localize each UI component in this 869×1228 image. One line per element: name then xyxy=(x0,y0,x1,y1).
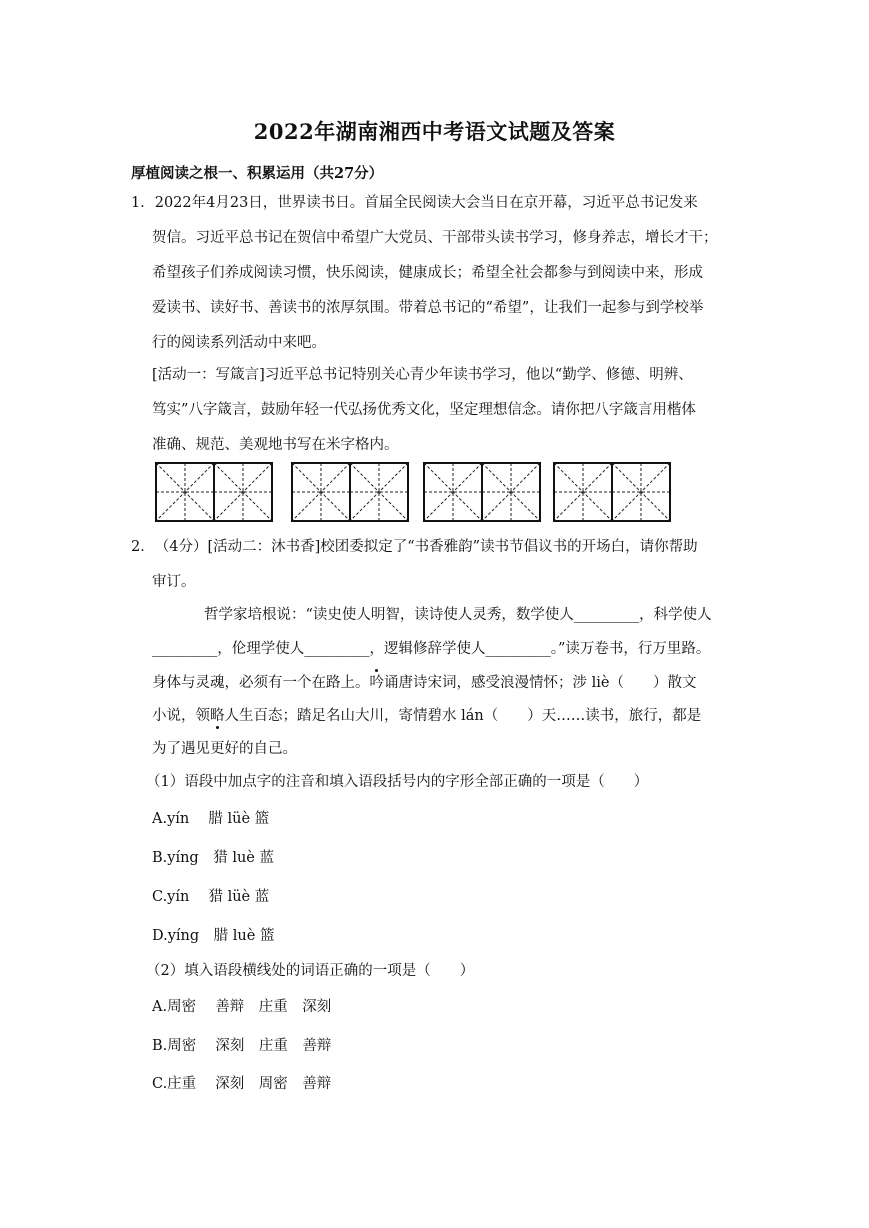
passage-text: 人生百态；踏足名山大川，寄情碧水 lán（ ）天……读书，旅行，都是 xyxy=(224,708,702,724)
page-title: 2022年湖南湘西中考语文试题及答案 xyxy=(253,119,616,144)
passage-line-5: 为了遇见更好的自己。 xyxy=(152,741,297,757)
activity-1-line-1: [活动一：写箴言]习近平总书记特别关心青少年读书学习，他以“勤学、修德、明辨、 xyxy=(152,367,693,383)
passage-text: 诵唐诗宋词，感受浪漫情怀；涉 liè（ ）散文 xyxy=(384,675,697,691)
passage-line-3 xyxy=(152,674,696,692)
writing-grid-row xyxy=(155,462,675,522)
q2-line-2: 审订。 xyxy=(152,574,196,590)
passage-text: 身体与灵魂，必须有一个在路上。 xyxy=(152,675,370,691)
option-2a[interactable]: A.周密 善辩 庄重 深刻 xyxy=(152,999,332,1015)
dotted-char-yin: 吟 xyxy=(369,675,384,691)
writing-grid-pair[interactable] xyxy=(423,462,541,522)
passage-line-1: 哲学家培根说：“读史使人明智，读诗使人灵秀，数学使人_________，科学使人 xyxy=(204,607,712,623)
sub-question-1: （1）语段中加点字的注音和填入语段括号内的字形全部正确的一项是（ ） xyxy=(146,774,649,790)
option-1b[interactable]: B.yíng 猎 luè 蓝 xyxy=(152,850,274,866)
q1-line-4: 爱读书、读好书、善读书的浓厚氛围。带着总书记的“希望”，让我们一起参与到学校举 xyxy=(152,300,704,316)
writing-grid-pair[interactable] xyxy=(155,462,273,522)
option-1a[interactable]: A.yín 腊 lüè 篮 xyxy=(152,811,270,827)
activity-1-line-2: 笃实”八字箴言，鼓励年轻一代弘扬优秀文化，坚定理想信念。请你把八字箴言用楷体 xyxy=(152,402,696,418)
q2-number: 2． xyxy=(131,539,155,555)
q2-line-1 xyxy=(131,538,698,556)
mizi-grid xyxy=(291,462,409,522)
option-1d[interactable]: D.yíng 腊 luè 篮 xyxy=(152,928,275,944)
q1-line-3: 希望孩子们养成阅读习惯，快乐阅读，健康成长；希望全社会都参与到阅读中来，形成 xyxy=(152,265,703,281)
activity-1-line-3: 准确、规范、美观地书写在米字格内。 xyxy=(152,437,399,453)
option-1c[interactable]: C.yín 猎 lüè 蓝 xyxy=(152,889,270,905)
mizi-grid xyxy=(155,462,273,522)
passage-text: 小说，领 xyxy=(152,708,210,724)
option-2c[interactable]: C.庄重 深刻 周密 善辩 xyxy=(152,1076,332,1092)
mizi-grid xyxy=(423,462,541,522)
dotted-char-lue: 略 xyxy=(210,708,225,724)
mizi-grid xyxy=(553,462,671,522)
writing-grid-pair[interactable] xyxy=(291,462,409,522)
q1-line-2: 贺信。习近平总书记在贺信中希望广大党员、干部带头读书学习，修身养志，增长才干； xyxy=(152,230,718,246)
option-2b[interactable]: B.周密 深刻 庄重 善辩 xyxy=(152,1038,332,1054)
sub-question-2: （2）填入语段横线处的词语正确的一项是（ ） xyxy=(146,963,475,979)
section-heading: 厚植阅读之根一、积累运用（共27分） xyxy=(131,165,384,182)
q1-line-1 xyxy=(131,194,698,212)
q1-text: 2022年4月23日，世界读书日。首届全民阅读大会当日在京开幕，习近平总书记发来 xyxy=(154,195,698,211)
passage-line-2: _________，伦理学使人_________，逻辑修辞学使人_________。”读万卷书，行万里路。 xyxy=(152,641,711,657)
q1-line-5: 行的阅读系列活动中来吧。 xyxy=(152,335,326,351)
q1-number: 1． xyxy=(131,195,155,211)
passage-line-4 xyxy=(152,707,701,725)
q2-intro: （4分）[活动二：沐书香]校团委拟定了“书香雅韵”读书节倡议书的开场白，请你帮助 xyxy=(154,539,698,555)
writing-grid-pair[interactable] xyxy=(553,462,671,522)
